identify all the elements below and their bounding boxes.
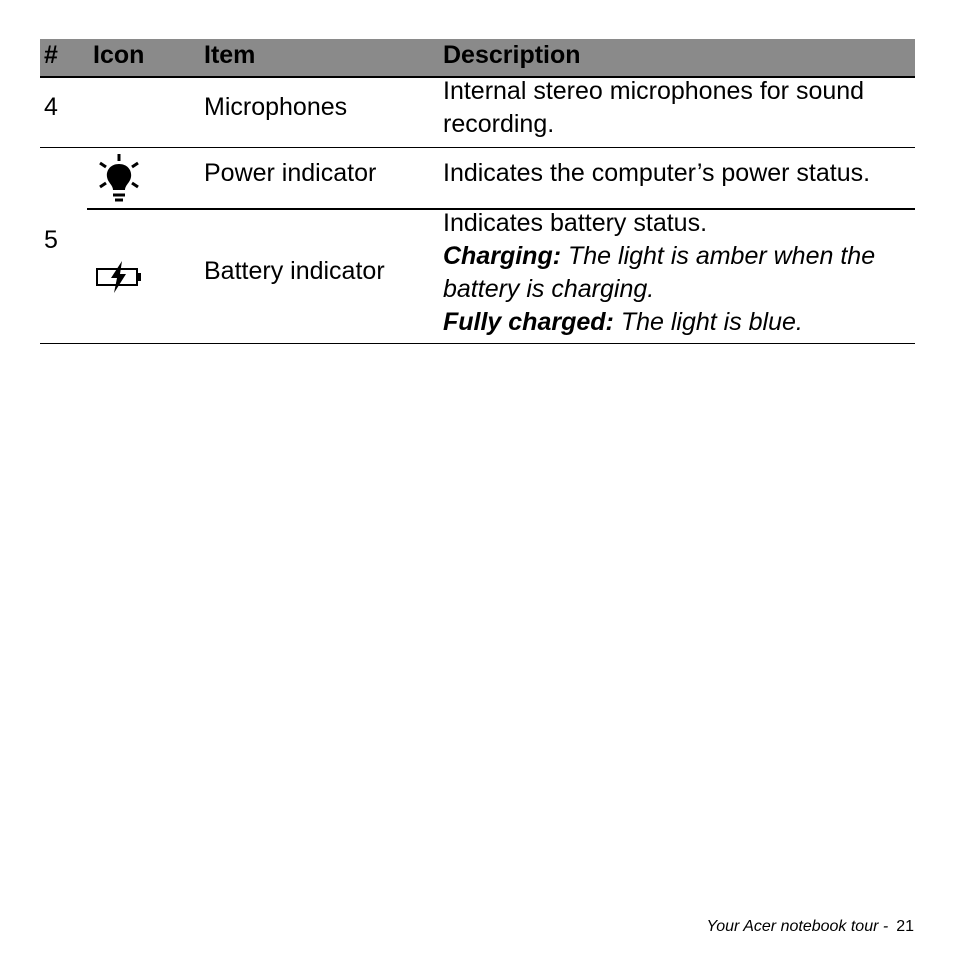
charging-label: Charging: <box>443 242 562 270</box>
table-header <box>40 39 915 78</box>
row-item: Power indicator <box>204 159 377 187</box>
header-item: Item <box>204 41 256 69</box>
charging-text-2: battery is charging. <box>443 275 655 303</box>
row-item: Battery indicator <box>204 257 385 285</box>
header-num: # <box>44 41 58 69</box>
row-divider <box>40 147 915 148</box>
row-num: 5 <box>44 226 58 254</box>
page-footer <box>706 917 914 937</box>
row-description <box>443 75 913 141</box>
table-bottom-border <box>40 343 915 344</box>
full-text: The light is blue. <box>613 308 803 336</box>
header-description: Description <box>443 41 581 69</box>
row-description <box>443 207 913 339</box>
header-icon: Icon <box>93 41 145 69</box>
description-line: Indicates battery status. <box>443 209 708 237</box>
footer-title: Your Acer notebook tour - <box>706 918 889 935</box>
charging-text: The light is amber when the <box>561 242 876 270</box>
charging-line-2 <box>443 273 913 306</box>
description-line: recording. <box>443 110 555 138</box>
row-item: Microphones <box>204 93 348 121</box>
power-light-icon <box>96 152 142 209</box>
charging-line <box>443 240 913 273</box>
components-table <box>40 39 915 336</box>
page-number: 21 <box>896 918 914 935</box>
row-description: Indicates the computer’s power status. <box>443 159 871 187</box>
full-line <box>443 306 913 339</box>
description-line: Internal stereo microphones for sound <box>443 77 865 105</box>
battery-charging-icon <box>95 260 143 299</box>
full-label: Fully charged: <box>443 308 614 336</box>
row-num: 4 <box>44 93 58 121</box>
